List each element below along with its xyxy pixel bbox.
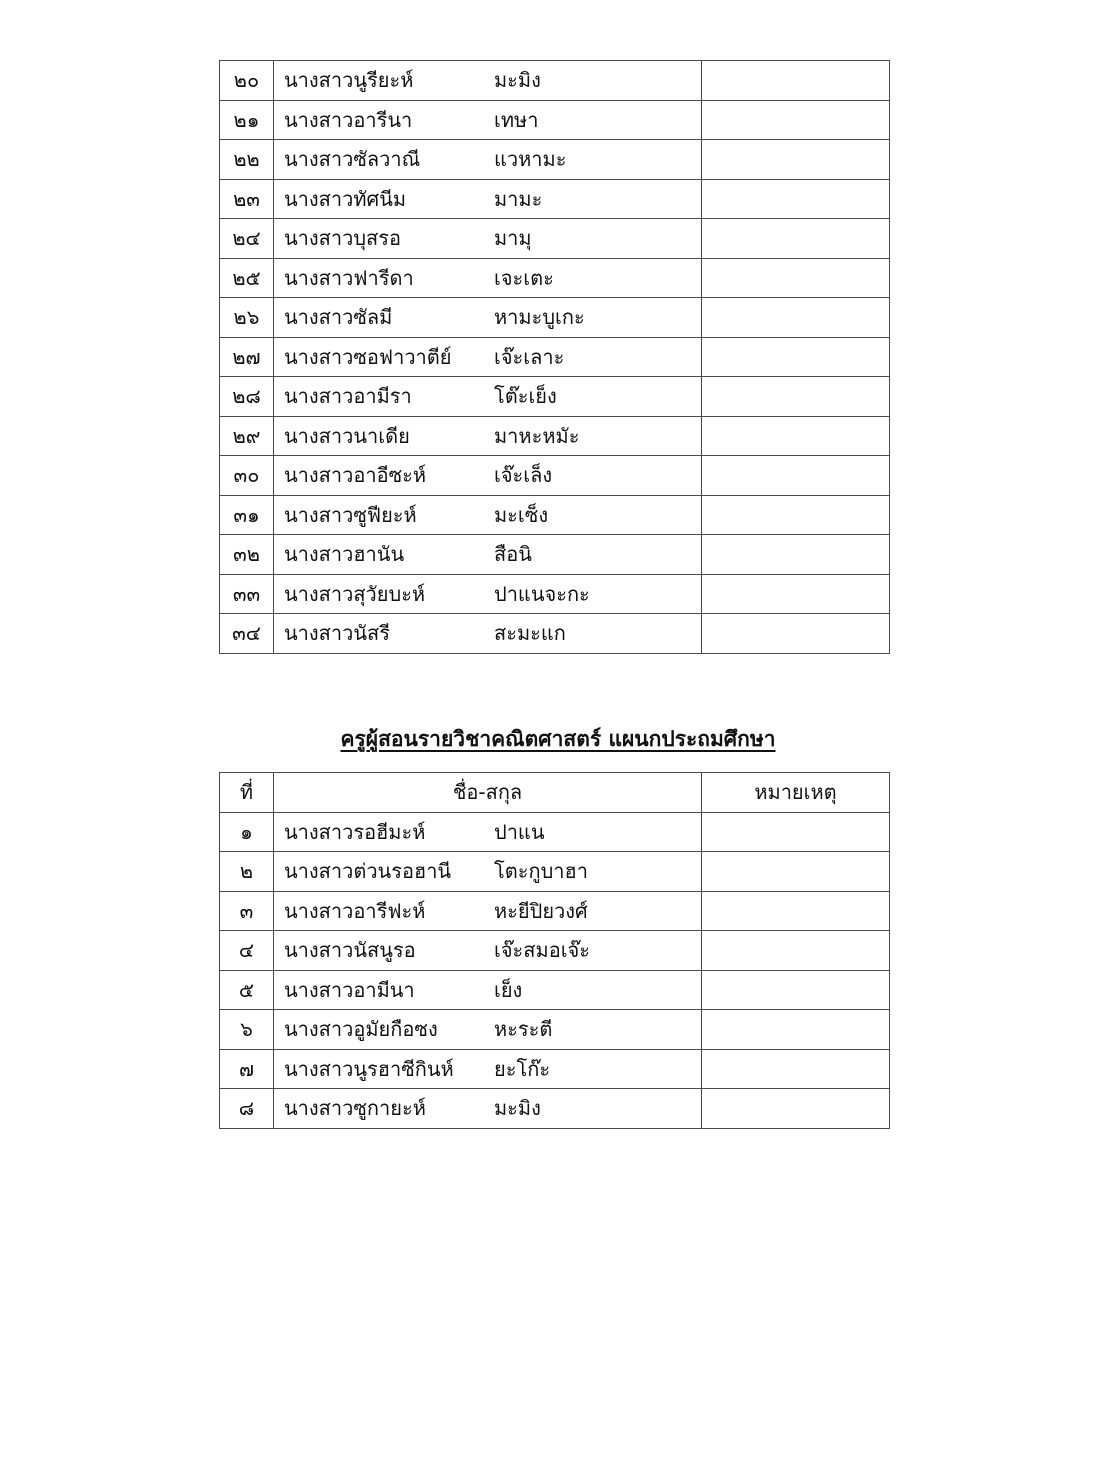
- remarks-cell: [702, 456, 890, 496]
- row-number: ๒๒: [220, 140, 274, 180]
- last-name: โตะกูบาฮา: [494, 859, 588, 884]
- table-row: [220, 140, 890, 180]
- table-row: [220, 931, 890, 971]
- first-name: นางสาวบุสรอ: [284, 226, 401, 251]
- remarks-cell: [702, 1010, 890, 1050]
- last-name: หะระตี: [494, 1017, 553, 1042]
- table-row: [220, 1089, 890, 1129]
- last-name: มะมิง: [494, 1096, 541, 1121]
- section-title: ครูผู้สอนรายวิชาคณิตศาสตร์ แผนกประถมศึกษา: [340, 727, 776, 751]
- last-name: โต๊ะเย็ง: [494, 384, 557, 409]
- remarks-cell: [702, 970, 890, 1010]
- row-number: ๓๑: [220, 495, 274, 535]
- name-cell: [274, 812, 702, 852]
- first-name: นางสาวอูมัยกือซง: [284, 1017, 438, 1042]
- teacher-list-body: [220, 812, 890, 1128]
- name-cell: [274, 179, 702, 219]
- remarks-cell: [702, 495, 890, 535]
- table-row: [220, 416, 890, 456]
- last-name: มะมิง: [494, 68, 541, 93]
- table-row: [220, 298, 890, 338]
- name-cell: [274, 377, 702, 417]
- last-name: มามะ: [494, 186, 543, 211]
- first-name: นางสาวซอฟาวาตีย์: [284, 344, 452, 369]
- last-name: เจ๊ะเล็ง: [494, 463, 553, 488]
- first-name: นางสาวซูฟียะห์: [284, 502, 417, 527]
- remarks-cell: [702, 140, 890, 180]
- row-number: ๔: [220, 931, 274, 971]
- name-cell: [274, 535, 702, 575]
- row-number: ๗: [220, 1049, 274, 1089]
- row-number: ๑: [220, 812, 274, 852]
- last-name: หะยีปิยวงศ์: [494, 898, 588, 923]
- name-cell: [274, 1089, 702, 1129]
- last-name: เย็ง: [494, 977, 523, 1002]
- last-name: ยะโก๊ะ: [494, 1056, 551, 1081]
- name-cell: [274, 891, 702, 931]
- table-row: [220, 891, 890, 931]
- table-row: [220, 812, 890, 852]
- remarks-cell: [702, 179, 890, 219]
- last-name: เทษา: [494, 107, 539, 132]
- remarks-cell: [702, 298, 890, 338]
- first-name: นางสาวฟารีดา: [284, 265, 414, 290]
- table-row: [220, 377, 890, 417]
- row-number: ๘: [220, 1089, 274, 1129]
- name-cell: [274, 1049, 702, 1089]
- first-name: นางสาวซัลมี: [284, 305, 393, 330]
- table-header-row: [220, 773, 890, 813]
- remarks-cell: [702, 377, 890, 417]
- remarks-cell: [702, 1089, 890, 1129]
- name-cell: [274, 456, 702, 496]
- remarks-cell: [702, 337, 890, 377]
- last-name: มาหะหมัะ: [494, 423, 580, 448]
- last-name: ปาแน: [494, 819, 545, 844]
- table-row: [220, 179, 890, 219]
- name-cell: [274, 970, 702, 1010]
- table-row: [220, 61, 890, 101]
- remarks-cell: [702, 258, 890, 298]
- remarks-cell: [702, 574, 890, 614]
- row-number: ๒๘: [220, 377, 274, 417]
- remarks-cell: [702, 891, 890, 931]
- name-cell: [274, 416, 702, 456]
- remarks-cell: [702, 614, 890, 654]
- row-number: ๖: [220, 1010, 274, 1050]
- first-name: นางสาวนูรียะห์: [284, 68, 414, 93]
- remarks-cell: [702, 535, 890, 575]
- name-cell: [274, 337, 702, 377]
- remarks-cell: [702, 812, 890, 852]
- name-cell: [274, 574, 702, 614]
- first-name: นางสาวซูกายะห์: [284, 1096, 426, 1121]
- table-row: [220, 852, 890, 892]
- last-name: มะเซ็ง: [494, 502, 549, 527]
- name-cell: [274, 219, 702, 259]
- name-cell: [274, 100, 702, 140]
- table-row: [220, 614, 890, 654]
- table-row: [220, 495, 890, 535]
- last-name: ปาแนจะกะ: [494, 581, 590, 606]
- table-row: [220, 574, 890, 614]
- row-number: ๒๓: [220, 179, 274, 219]
- first-name: นางสาวอารีนา: [284, 107, 413, 132]
- name-cell: [274, 852, 702, 892]
- name-cell: [274, 614, 702, 654]
- first-name: นางสาวอามีรา: [284, 384, 412, 409]
- remarks-cell: [702, 931, 890, 971]
- name-cell: [274, 140, 702, 180]
- first-name: นางสาวฮานัน: [284, 542, 405, 567]
- first-name: นางสาวอามีนา: [284, 977, 415, 1002]
- row-number: ๕: [220, 970, 274, 1010]
- student-list-table-continued: [219, 60, 890, 654]
- row-number: ๒๕: [220, 258, 274, 298]
- remarks-cell: [702, 100, 890, 140]
- remarks-cell: [702, 219, 890, 259]
- table-row: [220, 100, 890, 140]
- last-name: เจ๊ะเลาะ: [494, 344, 565, 369]
- first-name: นางสาวซัลวาณี: [284, 147, 421, 172]
- table-row: [220, 337, 890, 377]
- teacher-list-table: [219, 772, 890, 1129]
- first-name: นางสาวนัสนูรอ: [284, 938, 416, 963]
- row-number: ๒๔: [220, 219, 274, 259]
- first-name: นางสาวรอฮีมะห์: [284, 819, 426, 844]
- row-number: ๓๐: [220, 456, 274, 496]
- last-name: เจ๊ะสมอเจ๊ะ: [494, 938, 590, 963]
- first-name: นางสาวนูรฮาซีกินห์: [284, 1056, 454, 1081]
- name-cell: [274, 495, 702, 535]
- table-row: [220, 1049, 890, 1089]
- header-name: ชื่อ-สกุล: [274, 773, 702, 813]
- remarks-cell: [702, 1049, 890, 1089]
- first-name: นางสาวอารีฟะห์: [284, 898, 426, 923]
- row-number: ๓: [220, 891, 274, 931]
- header-number: ที่: [220, 773, 274, 813]
- table-row: [220, 258, 890, 298]
- row-number: ๒๖: [220, 298, 274, 338]
- last-name: แวหามะ: [494, 147, 567, 172]
- first-name: นางสาวนัสรี: [284, 621, 390, 646]
- table-row: [220, 1010, 890, 1050]
- first-name: นางสาวสุวัยบะห์: [284, 581, 426, 606]
- row-number: ๒: [220, 852, 274, 892]
- header-remarks: หมายเหตุ: [702, 773, 890, 813]
- last-name: หามะบูเกะ: [494, 305, 585, 330]
- row-number: ๓๒: [220, 535, 274, 575]
- row-number: ๓๓: [220, 574, 274, 614]
- last-name: มามุ: [494, 226, 532, 251]
- first-name: นางสาวทัศนีม: [284, 186, 407, 211]
- row-number: ๒๑: [220, 100, 274, 140]
- table-row: [220, 970, 890, 1010]
- row-number: ๒๐: [220, 61, 274, 101]
- table-row: [220, 535, 890, 575]
- first-name: นางสาวนาเดีย: [284, 423, 410, 448]
- last-name: เจะเตะ: [494, 265, 554, 290]
- row-number: ๒๙: [220, 416, 274, 456]
- table-row: [220, 456, 890, 496]
- last-name: สะมะแก: [494, 621, 566, 646]
- student-list-body: [220, 61, 890, 654]
- name-cell: [274, 931, 702, 971]
- row-number: ๒๗: [220, 337, 274, 377]
- name-cell: [274, 258, 702, 298]
- row-number: ๓๔: [220, 614, 274, 654]
- remarks-cell: [702, 416, 890, 456]
- name-cell: [274, 61, 702, 101]
- first-name: นางสาวอาอีซะห์: [284, 463, 427, 488]
- name-cell: [274, 298, 702, 338]
- table-row: [220, 219, 890, 259]
- remarks-cell: [702, 852, 890, 892]
- name-cell: [274, 1010, 702, 1050]
- remarks-cell: [702, 61, 890, 101]
- last-name: สือนิ: [494, 542, 532, 567]
- first-name: นางสาวต่วนรอฮานี: [284, 859, 452, 884]
